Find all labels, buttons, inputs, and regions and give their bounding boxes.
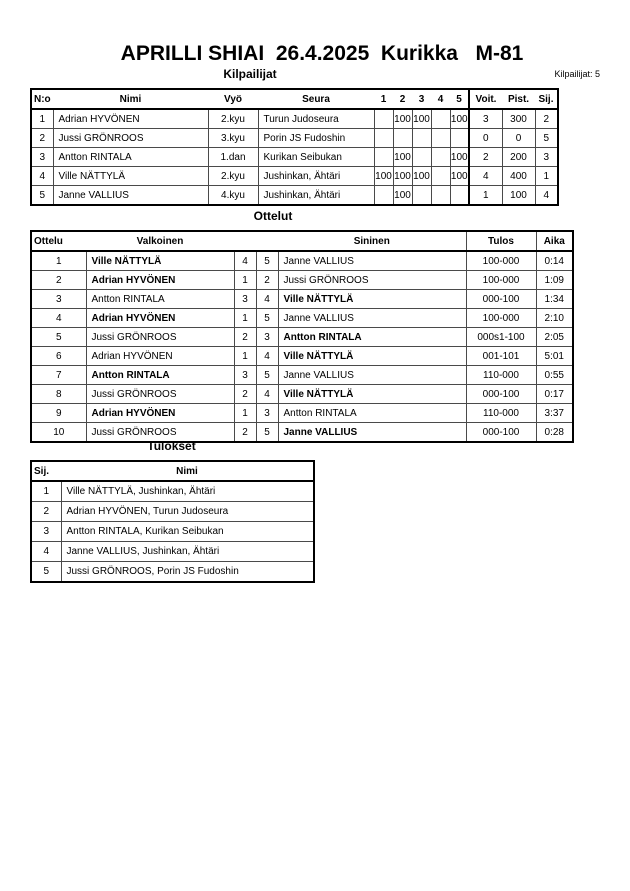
col-header-1: 1: [374, 89, 393, 109]
result-row: [31, 522, 314, 542]
col-header-sij: Sij.: [535, 89, 558, 109]
cell-sij: 1: [535, 167, 558, 186]
cell-aika: 0:14: [536, 251, 573, 271]
cell-match-3: [412, 129, 431, 148]
cell-nimi: Janne VALLIUS, Jushinkan, Ähtäri: [61, 542, 314, 562]
cell-match-2: [393, 129, 412, 148]
col-header-ottelu: Ottelu: [31, 231, 86, 251]
cell-valkoinen: Antton RINTALA: [86, 290, 234, 309]
cell-sininen: Ville NÄTTYLÄ: [278, 385, 466, 404]
cell-match-3: [412, 186, 431, 206]
cell-nimi: Antton RINTALA: [53, 148, 208, 167]
cell-voit: 2: [469, 148, 502, 167]
cell-ottelu: 4: [31, 309, 86, 328]
cell-sininen: Jussi GRÖNROOS: [278, 271, 466, 290]
match-row: [31, 347, 573, 366]
cell-sininen: Janne VALLIUS: [278, 366, 466, 385]
cell-match-2: 100: [393, 148, 412, 167]
cell-sij: 5: [535, 129, 558, 148]
col-header-blue-no: [256, 231, 278, 251]
results-header-row: [31, 461, 314, 481]
cell-pist: 300: [502, 109, 535, 129]
cell-match-2: 100: [393, 186, 412, 206]
cell-match-1: 100: [374, 167, 393, 186]
cell-vyo: 4.kyu: [208, 186, 258, 206]
cell-tulos: 000s1-100: [466, 328, 536, 347]
cell-valkoinen: Ville NÄTTYLÄ: [86, 251, 234, 271]
section-title-tulokset: Tulokset: [147, 439, 196, 453]
col-header-voit: Voit.: [469, 89, 502, 109]
cell-match-5: 100: [450, 109, 469, 129]
cell-white-no: 1: [234, 271, 256, 290]
col-header-sininen: Sininen: [278, 231, 466, 251]
cell-match-3: [412, 148, 431, 167]
match-row: [31, 366, 573, 385]
cell-aika: 2:10: [536, 309, 573, 328]
cell-white-no: 1: [234, 404, 256, 423]
cell-valkoinen: Adrian HYVÖNEN: [86, 347, 234, 366]
cell-nimi: Antton RINTALA, Kurikan Seibukan: [61, 522, 314, 542]
cell-sininen: Ville NÄTTYLÄ: [278, 347, 466, 366]
cell-blue-no: 5: [256, 423, 278, 443]
cell-valkoinen: Jussi GRÖNROOS: [86, 328, 234, 347]
cell-valkoinen: Antton RINTALA: [86, 366, 234, 385]
cell-voit: 3: [469, 109, 502, 129]
cell-nimi: Jussi GRÖNROOS, Porin JS Fudoshin: [61, 562, 314, 583]
cell-match-1: [374, 109, 393, 129]
cell-tulos: 001-101: [466, 347, 536, 366]
cell-white-no: 1: [234, 309, 256, 328]
final-results-table: [30, 460, 315, 583]
match-row: [31, 251, 573, 271]
cell-sij: 2: [31, 502, 61, 522]
cell-blue-no: 4: [256, 385, 278, 404]
cell-match-1: [374, 129, 393, 148]
cell-sij: 4: [535, 186, 558, 206]
cell-white-no: 4: [234, 251, 256, 271]
cell-sij: 5: [31, 562, 61, 583]
cell-sininen: Antton RINTALA: [278, 404, 466, 423]
cell-nimi: Ville NÄTTYLÄ: [53, 167, 208, 186]
cell-match-4: [431, 167, 450, 186]
cell-vyo: 1.dan: [208, 148, 258, 167]
cell-valkoinen: Jussi GRÖNROOS: [86, 423, 234, 443]
cell-nimi: Janne VALLIUS: [53, 186, 208, 206]
cell-ottelu: 6: [31, 347, 86, 366]
cell-sininen: Janne VALLIUS: [278, 251, 466, 271]
cell-aika: 1:34: [536, 290, 573, 309]
cell-sij: 1: [31, 481, 61, 502]
cell-seura: Kurikan Seibukan: [258, 148, 374, 167]
competitor-row: [31, 186, 558, 206]
cell-ottelu: 3: [31, 290, 86, 309]
cell-match-5: [450, 186, 469, 206]
cell-nimi: Adrian HYVÖNEN: [53, 109, 208, 129]
cell-sij: 2: [535, 109, 558, 129]
match-row: [31, 328, 573, 347]
cell-no: 4: [31, 167, 53, 186]
cell-match-4: [431, 129, 450, 148]
cell-pist: 100: [502, 186, 535, 206]
cell-aika: 1:09: [536, 271, 573, 290]
competitors-header-row: [31, 89, 558, 109]
cell-sij: 3: [535, 148, 558, 167]
competitors-count-label: Kilpailijat: 5: [554, 69, 600, 79]
page-title: APRILLI SHIAI 26.4.2025 Kurikka M-81: [120, 42, 524, 65]
col-header-aika: Aika: [536, 231, 573, 251]
cell-nimi: Adrian HYVÖNEN, Turun Judoseura: [61, 502, 314, 522]
cell-match-4: [431, 109, 450, 129]
cell-voit: 1: [469, 186, 502, 206]
matches-header-row: [31, 231, 573, 251]
cell-white-no: 2: [234, 328, 256, 347]
cell-voit: 4: [469, 167, 502, 186]
result-row: [31, 481, 314, 502]
cell-white-no: 3: [234, 366, 256, 385]
cell-match-4: [431, 148, 450, 167]
cell-pist: 400: [502, 167, 535, 186]
cell-seura: Jushinkan, Ähtäri: [258, 186, 374, 206]
cell-ottelu: 2: [31, 271, 86, 290]
cell-ottelu: 5: [31, 328, 86, 347]
cell-sininen: Antton RINTALA: [278, 328, 466, 347]
cell-no: 3: [31, 148, 53, 167]
cell-pist: 200: [502, 148, 535, 167]
cell-tulos: 000-100: [466, 423, 536, 443]
cell-match-2: 100: [393, 167, 412, 186]
cell-vyo: 2.kyu: [208, 109, 258, 129]
cell-white-no: 2: [234, 385, 256, 404]
cell-valkoinen: Jussi GRÖNROOS: [86, 385, 234, 404]
col-header-3: 3: [412, 89, 431, 109]
cell-aika: 5:01: [536, 347, 573, 366]
match-row: [31, 271, 573, 290]
competitor-row: [31, 129, 558, 148]
cell-blue-no: 5: [256, 366, 278, 385]
competitor-row: [31, 148, 558, 167]
cell-seura: Turun Judoseura: [258, 109, 374, 129]
cell-sij: 3: [31, 522, 61, 542]
cell-seura: Porin JS Fudoshin: [258, 129, 374, 148]
cell-sininen: Janne VALLIUS: [278, 309, 466, 328]
cell-blue-no: 4: [256, 290, 278, 309]
result-row: [31, 542, 314, 562]
cell-seura: Jushinkan, Ähtäri: [258, 167, 374, 186]
cell-aika: 0:55: [536, 366, 573, 385]
col-header-4: 4: [431, 89, 450, 109]
cell-blue-no: 3: [256, 404, 278, 423]
cell-white-no: 2: [234, 423, 256, 443]
competitor-row: [31, 167, 558, 186]
col-header-tulos: Tulos: [466, 231, 536, 251]
cell-blue-no: 5: [256, 251, 278, 271]
cell-sininen: Janne VALLIUS: [278, 423, 466, 443]
competitors-table: [30, 88, 559, 206]
result-row: [31, 502, 314, 522]
col-header-nimi: Nimi: [53, 89, 208, 109]
col-header-nimi: Nimi: [61, 461, 314, 481]
section-title-kilpailijat: Kilpailijat: [223, 67, 277, 81]
cell-match-5: 100: [450, 148, 469, 167]
cell-white-no: 1: [234, 347, 256, 366]
cell-valkoinen: Adrian HYVÖNEN: [86, 309, 234, 328]
cell-ottelu: 8: [31, 385, 86, 404]
cell-voit: 0: [469, 129, 502, 148]
cell-match-5: [450, 129, 469, 148]
col-header-sij: Sij.: [31, 461, 61, 481]
cell-blue-no: 2: [256, 271, 278, 290]
cell-no: 5: [31, 186, 53, 206]
cell-valkoinen: Adrian HYVÖNEN: [86, 271, 234, 290]
cell-tulos: 110-000: [466, 366, 536, 385]
cell-nimi: Ville NÄTTYLÄ, Jushinkan, Ähtäri: [61, 481, 314, 502]
cell-tulos: 100-000: [466, 309, 536, 328]
cell-ottelu: 10: [31, 423, 86, 443]
cell-vyo: 3.kyu: [208, 129, 258, 148]
cell-no: 2: [31, 129, 53, 148]
cell-sininen: Ville NÄTTYLÄ: [278, 290, 466, 309]
cell-tulos: 000-100: [466, 385, 536, 404]
cell-tulos: 000-100: [466, 290, 536, 309]
cell-match-4: [431, 186, 450, 206]
cell-blue-no: 3: [256, 328, 278, 347]
cell-aika: 0:17: [536, 385, 573, 404]
cell-tulos: 110-000: [466, 404, 536, 423]
cell-vyo: 2.kyu: [208, 167, 258, 186]
cell-blue-no: 4: [256, 347, 278, 366]
cell-tulos: 100-000: [466, 271, 536, 290]
cell-ottelu: 9: [31, 404, 86, 423]
cell-match-5: 100: [450, 167, 469, 186]
cell-sij: 4: [31, 542, 61, 562]
cell-aika: 2:05: [536, 328, 573, 347]
col-header-no: N:o: [31, 89, 53, 109]
cell-aika: 0:28: [536, 423, 573, 443]
col-header-white-no: [234, 231, 256, 251]
col-header-2: 2: [393, 89, 412, 109]
col-header-pist: Pist.: [502, 89, 535, 109]
matches-table: [30, 230, 574, 443]
col-header-valkoinen: Valkoinen: [86, 231, 234, 251]
cell-ottelu: 7: [31, 366, 86, 385]
col-header-seura: Seura: [258, 89, 374, 109]
cell-tulos: 100-000: [466, 251, 536, 271]
competitor-row: [31, 109, 558, 129]
result-row: [31, 562, 314, 583]
cell-blue-no: 5: [256, 309, 278, 328]
cell-match-1: [374, 148, 393, 167]
cell-nimi: Jussi GRÖNROOS: [53, 129, 208, 148]
match-row: [31, 309, 573, 328]
cell-match-2: 100: [393, 109, 412, 129]
match-row: [31, 404, 573, 423]
cell-match-3: 100: [412, 109, 431, 129]
match-row: [31, 385, 573, 404]
cell-no: 1: [31, 109, 53, 129]
cell-valkoinen: Adrian HYVÖNEN: [86, 404, 234, 423]
cell-match-1: [374, 186, 393, 206]
section-title-ottelut: Ottelut: [253, 209, 293, 223]
cell-pist: 0: [502, 129, 535, 148]
match-row: [31, 290, 573, 309]
cell-white-no: 3: [234, 290, 256, 309]
cell-aika: 3:37: [536, 404, 573, 423]
col-header-5: 5: [450, 89, 469, 109]
cell-match-3: 100: [412, 167, 431, 186]
cell-ottelu: 1: [31, 251, 86, 271]
col-header-vyo: Vyö: [208, 89, 258, 109]
